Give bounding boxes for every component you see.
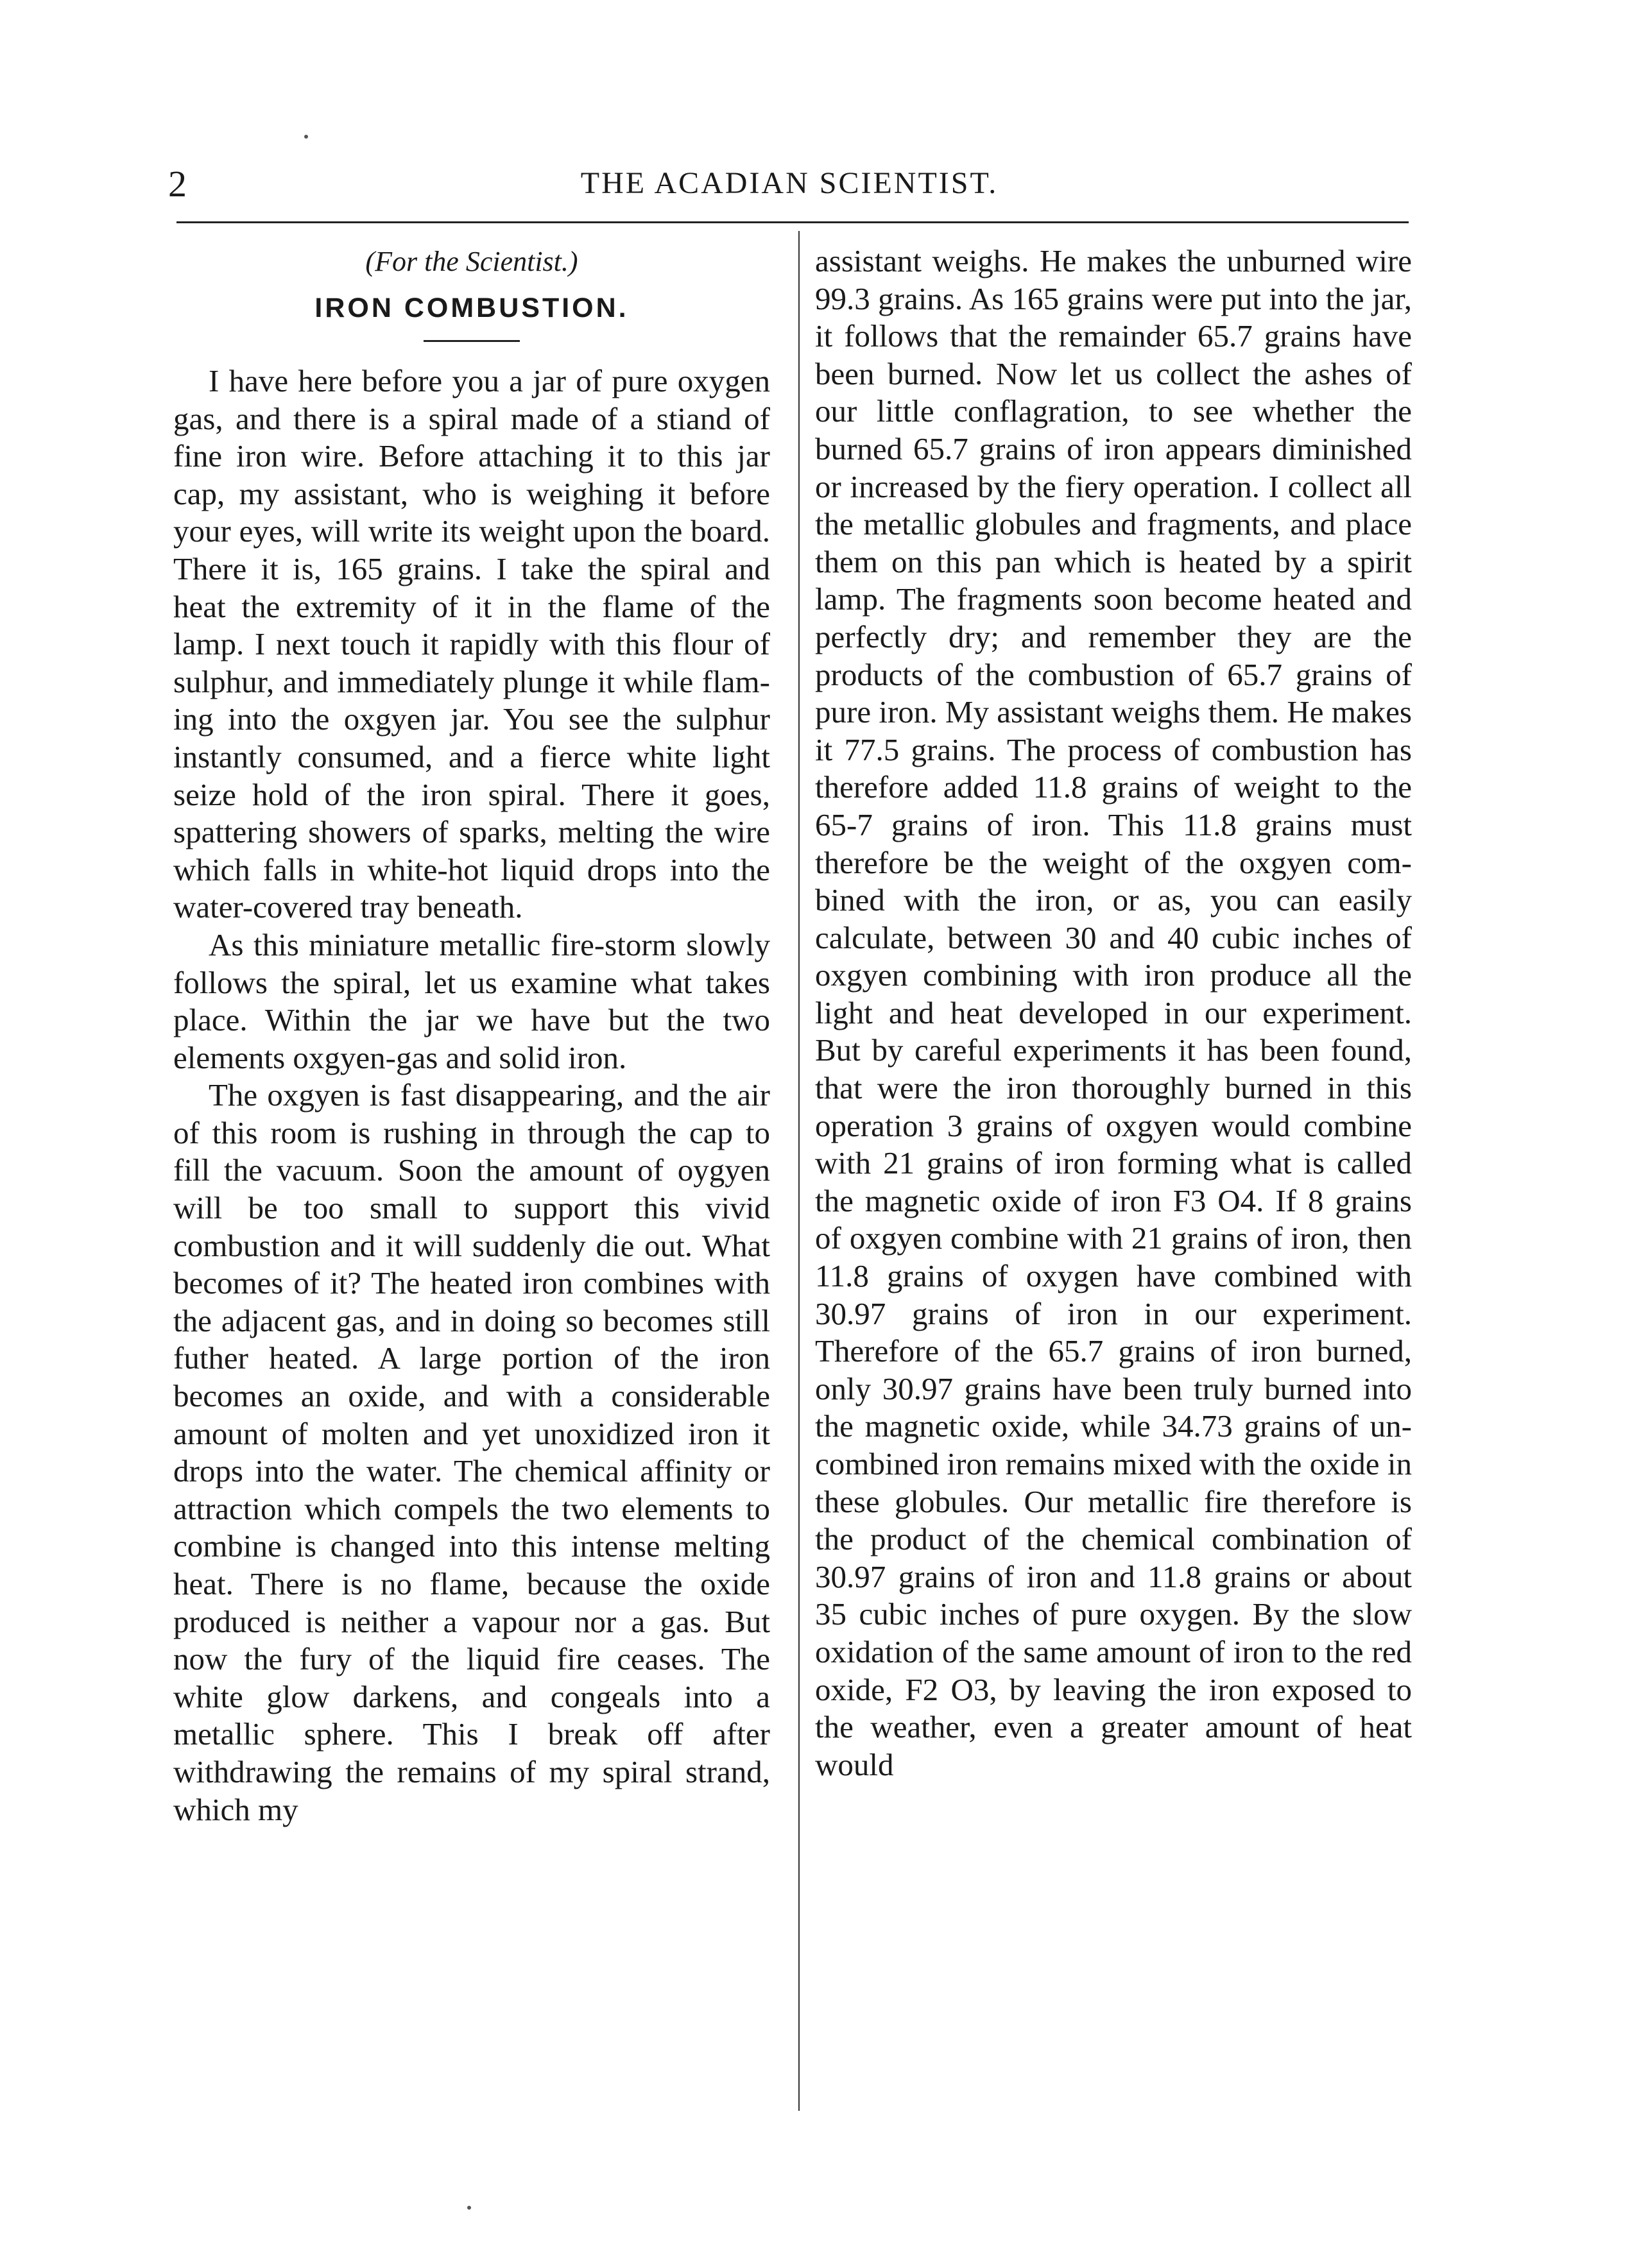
paragraph: I have here before you a jar of pure oxygen gas, and there is a spiral made of a stiand of fine iron wire. Before attaching it to this jar cap, my assistant, who is weighing it before your eyes, will write its weight upon the board. There it is, 165 grains. I take the spiral and heat the extremity of it in the flame of the lamp. I next touch it rapidly with this flour of sulphur, and immediately plunge it while flaming into the oxgyen jar. You see the sulphur instantly consumed, and a fierce white light seize hold of the iron spiral. There it goes, spattering showers of sparks, melting the wire which falls in white-hot liquid drops into the water-covered tray beneath. (173, 363, 770, 925)
page-number: 2 (168, 163, 187, 205)
print-speck (467, 2206, 471, 2210)
header-rule (176, 221, 1409, 223)
left-column (173, 243, 770, 1829)
paragraph-continued: assistant weighs. He makes the unburned wire 99.3 grains. As 165 grains were put into the jar, it follows that the remainder 65.7 grains have been burned. Now let us collect the ashes of our little conflagration, to see whether the burned 65.7 grains of iron appears diminished or increased by the fiery operation. I collect all the metallic globules and fragments, and place them on this pan which is heated by a spirit lamp. The fragments soon become heated and perfectly dry; and remember they are the products of the combustion of 65.7 grains of pure iron. My assistant weighs them. He makes it 77.5 grains. The process of combustion has therefore added 11.8 grains of weight to the 65-7 grains of iron. This 11.8 grains must therefore be the weight of the oxgyen combined with the iron, or as, you can easily calculate, between 30 and 40 cubic inches of oxgyen combining with iron produce all the light and heat developed in our experiment. But by careful experiments it has been found, that were the iron thoroughly burned in this operation 3 grains of oxgyen would combine with 21 grains of iron forming what is called the magnetic oxide of iron F3 O4. If 8 grains of oxgyen combine with 21 grains of iron, then 11.8 grains of oxygen have combined with 30.97 grains of iron in our experiment. Therefore of the 65.7 grains of iron burned, only 30.97 grains have been truly burned into the magnetic oxide, while 34.73 grains of uncombined iron remains mixed with the oxide in these globules. Our metallic fire therefore is the product of the chemical combination of 30.97 grains of iron and 11.8 grains or about 35 cubic inches of pure oxygen. By the slow oxidation of the same amount of iron to the red oxide, F2 O3, by leaving the iron exposed to the weather, even a greater amount of heat would (815, 243, 1412, 1782)
paragraph: As this miniature metallic fire-storm slowly follows the spiral, let us examine what takes place. Within the jar we have but the two elements oxgyen-gas and solid iron. (173, 926, 770, 1075)
right-column (815, 243, 1412, 1784)
title-rule (424, 340, 520, 342)
running-title: THE ACADIAN SCIENTIST. (580, 166, 999, 200)
paragraph: The oxgyen is fast disappearing, and the air of this room is rushing in through the cap to fill the vacuum. Soon the amount of oygyen will be too small to support this vivid combustion and it will suddenly die out. What becomes of it? The heated iron combines with the adjacent gas, and in doing so becomes still futher heated. A large portion of the iron becomes an oxide, and with a considerable amount of molten and yet unoxidized iron it drops into the water. The chemical affinity or attraction which compels the two elements to combine is changed into this intense melting heat. There is no flame, because the oxide produced is neither a vapour nor a gas. But now the fury of the liquid fire ceases. The white glow darkens, and congeals into a metallic sphere. This I break off after withdrawing the remains of my spiral strand, which my (173, 1077, 770, 1827)
dedication: (For the Scientist.) (365, 246, 578, 277)
column-divider (798, 231, 800, 2111)
article-title: IRON COMBUSTION. (314, 293, 629, 323)
print-speck (304, 135, 308, 139)
